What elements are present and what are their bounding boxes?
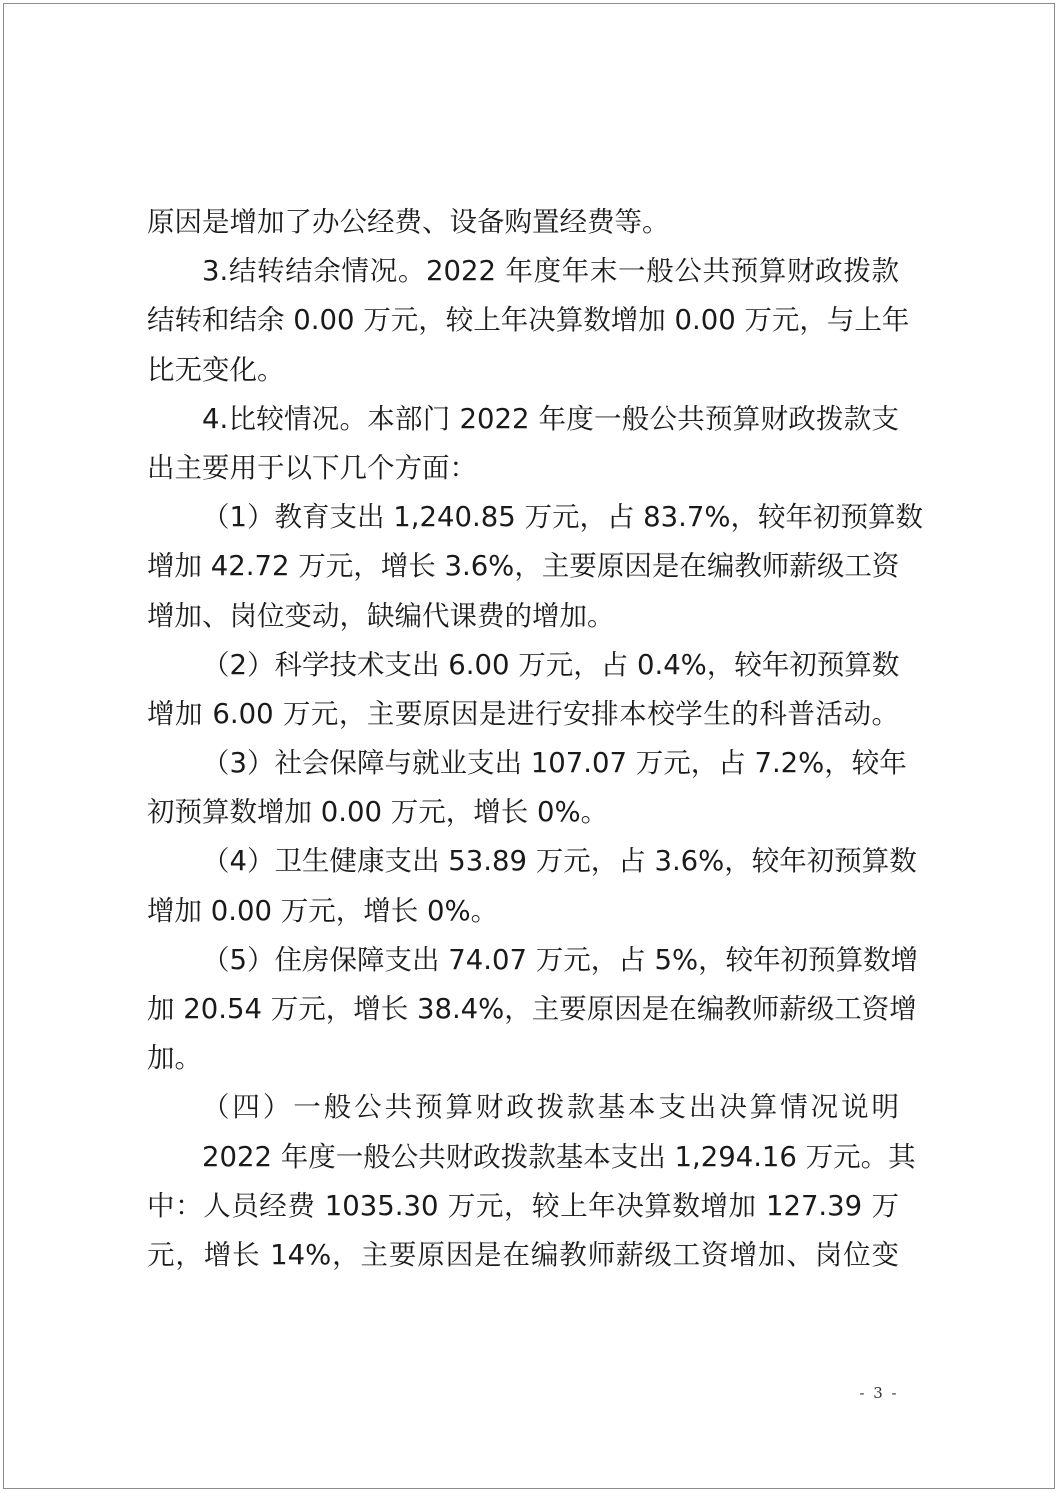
body-text [147,198,924,1280]
text-line: 元，增长 14%，主要原因是在编教师薪级工资增加、岗位变 [147,1238,899,1271]
text-line: 4.比较情况。本部门 2022 年度一般公共预算财政拨款支 [202,402,899,435]
section-heading: （四）一般公共预算财政拨款基本支出决算情况说明 [202,1091,899,1124]
text-line: 2022 年度一般公共财政拨款基本支出 1,294.16 万元。其 [202,1140,916,1173]
text-line: 加 20.54 万元，增长 38.4%，主要原因是在编教师薪级工资增 [147,993,917,1025]
text-line: 比无变化。 [147,353,285,386]
text-line: 加。 [147,1042,202,1075]
text-line: （5）住房保障支出 74.07 万元，占 5%，较年初预算数增 [202,943,919,976]
text-line: 结转和结余 0.00 万元，较上年决算数增加 0.00 万元，与上年 [147,304,910,337]
text-line: 3.结转结余情况。2022 年度年末一般公共预算财政拨款 [202,255,899,288]
text-line: （3）社会保障与就业支出 107.07 万元，占 7.2%，较年 [202,747,907,780]
text-line: 增加 6.00 万元，主要原因是进行安排本校学生的科普活动。 [147,697,899,730]
text-line: 增加 42.72 万元，增长 3.6%，主要原因是在编教师薪级工资 [147,550,900,583]
page-number: - 3 - [859,1384,899,1402]
text-line: （2）科学技术支出 6.00 万元，占 0.4%，较年初预算数 [202,648,900,681]
text-line: （4）卫生健康支出 53.89 万元，占 3.6%，较年初预算数 [202,845,917,878]
text-line: 中：人员经费 1035.30 万元，较上年决算数增加 127.39 万 [147,1189,899,1222]
text-line: （1）教育支出 1,240.85 万元，占 83.7%，较年初预算数 [202,501,924,534]
text-line: 增加 0.00 万元，增长 0%。 [147,894,499,927]
text-line: 初预算数增加 0.00 万元，增长 0%。 [147,796,609,829]
document-page [3,3,1055,1489]
text-line: 出主要用于以下几个方面： [147,451,477,484]
text-line: 增加、岗位变动，缺编代课费的增加。 [147,599,615,632]
text-line: 原因是增加了办公经费、设备购置经费等。 [147,206,670,238]
